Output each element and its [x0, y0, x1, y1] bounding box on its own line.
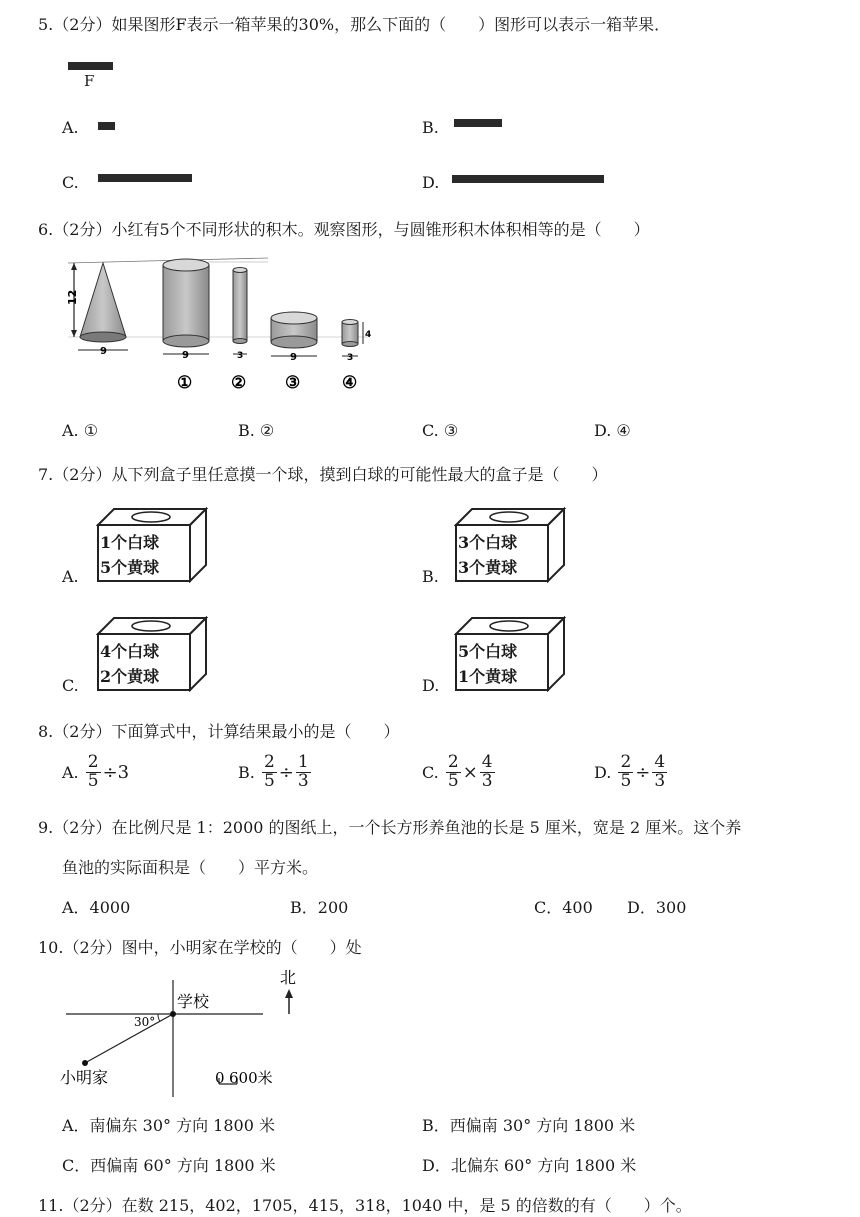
q8-c-num2: 4 — [481, 752, 493, 772]
q6-option-a[interactable]: A. ① — [62, 421, 99, 440]
q10-option-c[interactable]: C．西偏南 60° 方向 1800 米 — [62, 1156, 276, 1175]
home-point — [82, 1060, 88, 1066]
home-label: 小明家 — [60, 1068, 109, 1087]
q8-d-letter: D. — [594, 762, 612, 782]
q10-stem: 10.（2分）图中，小明家在学校的（ ）处 — [38, 938, 362, 957]
q8-c-num: 2 — [447, 752, 459, 772]
north-arrow-icon — [285, 989, 293, 1014]
cylinder-2-diameter: 3 — [237, 351, 244, 361]
q8-option-c[interactable] — [422, 754, 497, 791]
cylinder-3-diameter: 9 — [290, 352, 297, 363]
scale-zero: 0 — [215, 1069, 225, 1087]
q8-a-letter: A. — [62, 762, 79, 782]
q7-box-d-line1: 5个白球 — [458, 642, 518, 661]
q9-option-b[interactable]: B．200 — [290, 898, 349, 917]
q5-option-b[interactable]: B. — [422, 118, 439, 137]
q8-b-num2: 1 — [297, 752, 309, 772]
q8-a-den: 5 — [87, 770, 99, 791]
q5-option-c[interactable]: C. — [62, 173, 79, 192]
q7-box-a-line2: 5个黄球 — [100, 558, 160, 577]
q5-option-b-bar — [454, 119, 502, 127]
q9-option-d[interactable]: D．300 — [627, 898, 687, 917]
q10-option-d[interactable]: D．北偏东 60° 方向 1800 米 — [422, 1156, 637, 1175]
q9-option-c[interactable]: C．400 — [534, 898, 593, 917]
label-1: ① — [177, 373, 193, 393]
scale-value: 600米 — [229, 1069, 273, 1087]
q7-option-c[interactable]: C. — [62, 676, 79, 695]
q6-stem: 6.（2分）小红有5个不同形状的积木。观察图形，与圆锥形积木体积相等的是（ ） — [38, 220, 650, 239]
q8-option-b[interactable] — [238, 754, 313, 791]
solids-figure — [58, 250, 378, 400]
q8-b-den: 5 — [263, 770, 275, 791]
q6-option-c[interactable]: C. ③ — [422, 421, 459, 440]
figure-f-label: F — [84, 72, 95, 90]
q5-option-d[interactable]: D. — [422, 173, 440, 192]
q8-d-den2: 3 — [654, 770, 666, 791]
q8-a-op: ÷ — [102, 761, 118, 783]
cylinder-3 — [271, 312, 317, 348]
q8-b-den2: 3 — [297, 770, 309, 791]
q7-box-b-line2: 3个黄球 — [458, 558, 518, 577]
q9-stem-line1: 9.（2分）在比例尺是 1：2000 的图纸上，一个长方形养鱼池的长是 5 厘米，宽是 2 厘米。这个养 — [38, 818, 742, 837]
q6-option-d[interactable]: D. ④ — [594, 421, 631, 440]
q8-a-tail: 3 — [117, 761, 130, 783]
school-label: 学校 — [177, 992, 210, 1011]
q8-b-letter: B. — [238, 762, 255, 782]
q8-c-den: 5 — [447, 770, 459, 791]
q8-b-op: ÷ — [278, 761, 294, 783]
q7-option-a[interactable]: A. — [62, 567, 79, 586]
q8-option-d[interactable] — [594, 754, 669, 791]
height-label: 12 — [66, 289, 79, 305]
q6-option-b[interactable]: B. ② — [238, 421, 275, 440]
cylinder-1-diameter: 9 — [182, 350, 189, 361]
q11-stem: 11.（2分）在数 215，402，1705，415，318，1040 中，是 5 的倍数的有（ ）个。 — [38, 1196, 692, 1215]
q5-option-d-bar — [452, 175, 604, 183]
angle-label: 30° — [134, 1015, 156, 1029]
q7-box-c-line1: 4个白球 — [100, 642, 160, 661]
q5-stem: 5.（2分）如果图形F表示一箱苹果的30%，那么下面的（ ）图形可以表示一箱苹果． — [38, 15, 671, 34]
home-direction-line — [85, 1014, 173, 1063]
q7-box-c-line2: 2个黄球 — [100, 667, 160, 686]
direction-map — [58, 965, 308, 1100]
q8-option-a[interactable] — [62, 754, 129, 791]
figure-f-bar — [68, 62, 113, 70]
q5-option-a[interactable]: A. — [62, 118, 79, 137]
q7-option-d[interactable]: D. — [422, 676, 440, 695]
label-3: ③ — [285, 373, 301, 393]
q8-d-num2: 4 — [654, 752, 666, 772]
q9-stem-line2: 鱼池的实际面积是（ ）平方米。 — [62, 858, 319, 877]
cylinder-2 — [233, 268, 247, 344]
q7-box-a-line1: 1个白球 — [100, 533, 160, 552]
q8-d-den: 5 — [620, 770, 632, 791]
label-4: ④ — [342, 373, 358, 393]
cylinder-1 — [163, 259, 209, 347]
q8-a-num: 2 — [87, 752, 99, 772]
label-2: ② — [231, 373, 247, 393]
q9-option-a[interactable]: A．4000 — [62, 898, 131, 917]
q8-c-den2: 3 — [481, 770, 493, 791]
q8-b-num: 2 — [263, 752, 275, 772]
q5-option-c-bar — [98, 174, 192, 182]
cylinder-4-diameter: 3 — [347, 353, 354, 363]
q7-box-d-line2: 1个黄球 — [458, 667, 518, 686]
q7-box-b-line1: 3个白球 — [458, 533, 518, 552]
q10-option-a[interactable]: A．南偏东 30° 方向 1800 米 — [62, 1116, 275, 1135]
q8-stem: 8.（2分）下面算式中，计算结果最小的是（ ） — [38, 722, 400, 741]
cylinder-4-height: 4 — [365, 330, 372, 340]
school-point — [170, 1011, 176, 1017]
north-label: 北 — [280, 968, 297, 987]
q8-d-num: 2 — [620, 752, 632, 772]
q10-option-b[interactable]: B．西偏南 30° 方向 1800 米 — [422, 1116, 636, 1135]
q8-d-op: ÷ — [635, 761, 651, 783]
q7-option-b[interactable]: B. — [422, 567, 439, 586]
q5-option-a-bar — [98, 122, 115, 130]
cylinder-4 — [342, 320, 358, 347]
q8-c-op: × — [462, 761, 478, 783]
cone-shape — [80, 263, 126, 342]
cone-diameter: 9 — [100, 346, 107, 357]
q8-c-letter: C. — [422, 762, 439, 782]
q7-stem: 7.（2分）从下列盒子里任意摸一个球，摸到白球的可能性最大的盒子是（ ） — [38, 465, 608, 484]
